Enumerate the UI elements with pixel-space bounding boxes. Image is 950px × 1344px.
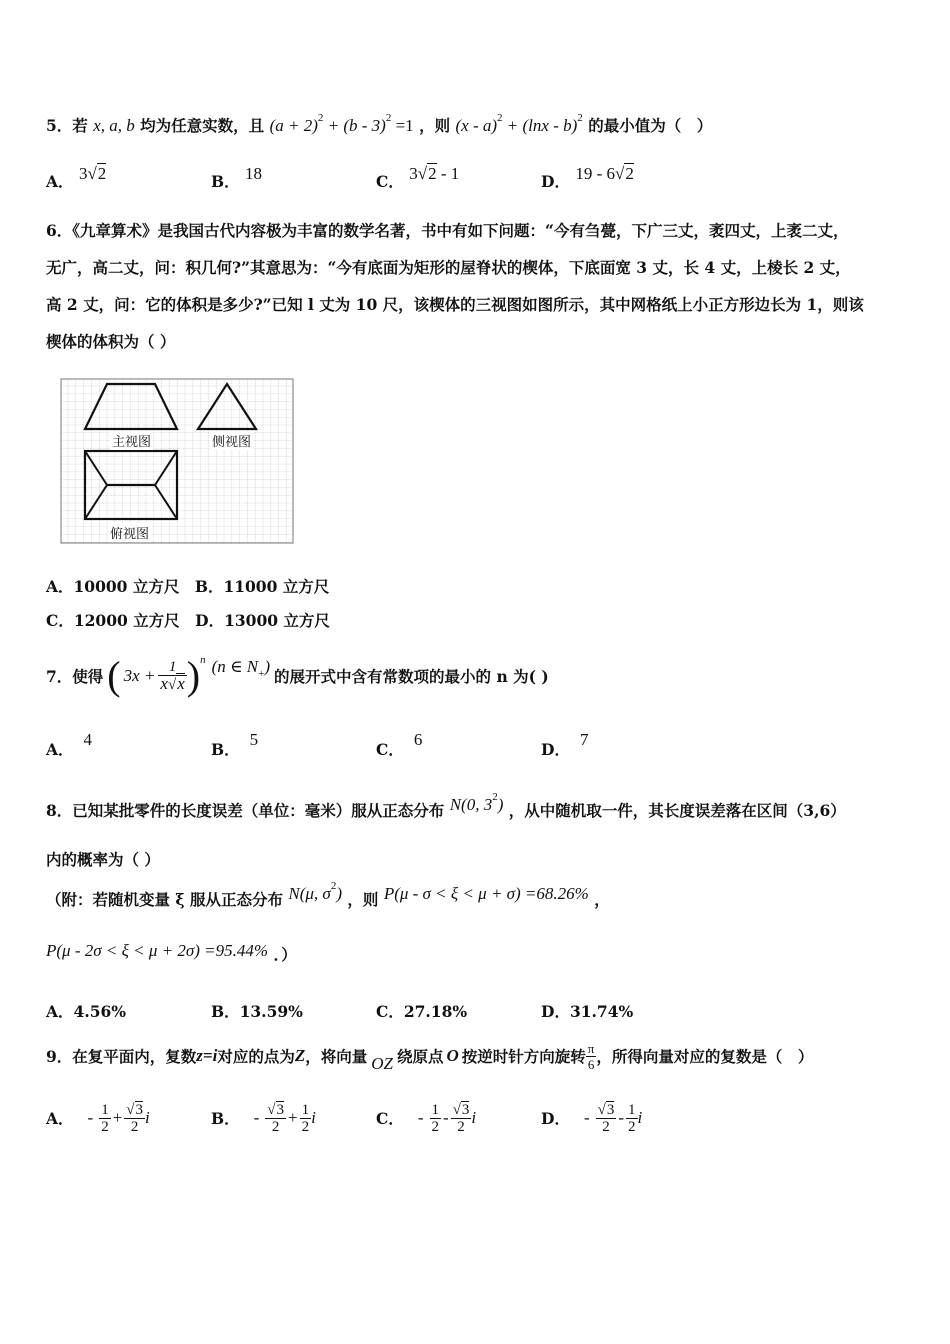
q5-option-c[interactable]: C． 3√2 - 1 [376, 164, 460, 191]
q8-end: ．） [273, 945, 297, 964]
q8-stem-line-2: 内的概率为（ ） [46, 850, 160, 869]
q7-option-c[interactable]: C．6 [376, 730, 423, 759]
q8-stem-line-1 [46, 791, 846, 821]
q6-three-view-figure [60, 378, 294, 544]
q8-prob-2: P(μ - 2σ < ξ < μ + 2σ) =95.44% [46, 941, 269, 960]
q8-option-c[interactable]: C．27.18% [376, 1002, 468, 1021]
q9-option-c[interactable]: C． - $\frac{1}{2}$ - $\frac{√3}{2}$ i [376, 1101, 477, 1135]
q6-line-3: 高 2 丈，问：它的体积是多少?”已知 l 丈为 10 尺，该楔体的三视图如图所示，其中网格纸上小正方形边长为 1，则该 [46, 295, 864, 314]
q8-note-distribution: N(μ, $\sigma^2$) [288, 880, 342, 903]
q7-binomial: ( 3x + $\frac{1}{x√x}$ ) n (n ∈ $N_+$) [107, 653, 271, 698]
top-view-label: 俯视图 [108, 523, 151, 542]
q6-options-ab[interactable]: A．10000 立方尺 B．11000 立方尺 [46, 577, 330, 596]
q5-option-b[interactable]: B． 18 [211, 164, 263, 191]
q9-option-a[interactable]: A． - $\frac{1}{2}$ + $\frac{√3}{2}$ i [46, 1101, 150, 1135]
q7-option-d[interactable]: D．7 [541, 730, 589, 759]
q9-stem [46, 1036, 813, 1076]
q9-text-6: ，所得向量对应的复数是（ ） [596, 1047, 814, 1066]
q8-note-line-2 [46, 943, 297, 965]
q5-number: 5．若 [46, 116, 88, 135]
q9-angle: $\frac{\pi}{6}$ [587, 1040, 595, 1072]
q9-point-z: Z [294, 1046, 306, 1065]
q8-distribution: N(0, $3^2$) [449, 791, 504, 814]
q6-line-4: 楔体的体积为（ ） [46, 332, 176, 351]
q5-text-3: 的最小值为（ ） [588, 116, 713, 135]
q5-option-d[interactable]: D． 19 - 6√2 [541, 164, 634, 191]
q7-stem [46, 650, 549, 702]
q5-expression: (x - a)$^2$ + (lnx - b)$^2$ [455, 112, 583, 135]
q9-text-2: 对应的点为 [217, 1047, 295, 1066]
q9-text-1: 9．在复平面内，复数 [46, 1047, 197, 1066]
q7-option-b[interactable]: B．5 [211, 730, 259, 759]
q5-text-2: ，则 [419, 116, 451, 135]
q7-number: 7．使得 [46, 667, 104, 686]
front-view-label: 主视图 [110, 431, 153, 450]
q8-option-d[interactable]: D．31.74% [541, 1002, 634, 1021]
q9-text-4: 绕原点 [396, 1047, 444, 1066]
q8-comma: ， [594, 890, 610, 909]
q9-text-3: ，将向量 [305, 1047, 368, 1066]
q8-text-2: ，从中随机取一件，其长度误差落在区间（3,6） [508, 801, 846, 820]
three-view-drawing [60, 378, 294, 544]
q5-equation: $(a + 2)^2 + (b - 3)^2 =1$ [269, 112, 414, 135]
q9-complex-z: z=i [196, 1046, 218, 1065]
q7-text: 的展开式中含有常数项的最小的 n 为( ) [274, 667, 549, 686]
q9-vector-oz: OZ [371, 1054, 393, 1073]
q5-text-1: 均为任意实数，且 [140, 116, 265, 135]
q8-note-text: （附：若随机变量 ξ 服从正态分布 [46, 890, 283, 909]
q9-text-5: 按逆时针方向旋转 [461, 1047, 586, 1066]
q8-text-1: 8．已知某批零件的长度误差（单位：毫米）服从正态分布 [46, 801, 445, 820]
q5-variables: x, a, b [93, 116, 135, 135]
q5-stem [46, 112, 712, 136]
q8-note-then: ，则 [347, 890, 379, 909]
q8-note-line-1 [46, 880, 610, 910]
q6-options-cd[interactable]: C．12000 立方尺 D．13000 立方尺 [46, 611, 330, 630]
q6-line-2: 无广，高二丈，问：积几何?”其意思为：“今有底面为矩形的屋脊状的楔体，下底面宽 3 丈，长 4 丈，上棱长 2 丈， [46, 258, 851, 277]
side-view-label: 侧视图 [210, 431, 253, 450]
q9-origin: O [446, 1046, 459, 1065]
q8-option-b[interactable]: B．13.59% [211, 1002, 303, 1021]
q9-option-d[interactable]: D． - $\frac{√3}{2}$ - $\frac{1}{2}$ i [541, 1101, 643, 1135]
q8-prob-1: P(μ - σ < ξ < μ + σ) =68.26% [383, 884, 589, 903]
q6-line-1: 6．《九章算术》是我国古代内容极为丰富的数学名著，书中有如下问题：“今有刍甍，下广三丈，袤四丈，上袤二丈， [46, 221, 849, 240]
q8-option-a[interactable]: A．4.56% [46, 1002, 127, 1021]
q7-option-a[interactable]: A．4 [46, 730, 93, 759]
q5-option-a[interactable]: A． 3√2 [46, 164, 107, 191]
q9-option-b[interactable]: B． - $\frac{√3}{2}$ + $\frac{1}{2}$ i [211, 1101, 316, 1135]
